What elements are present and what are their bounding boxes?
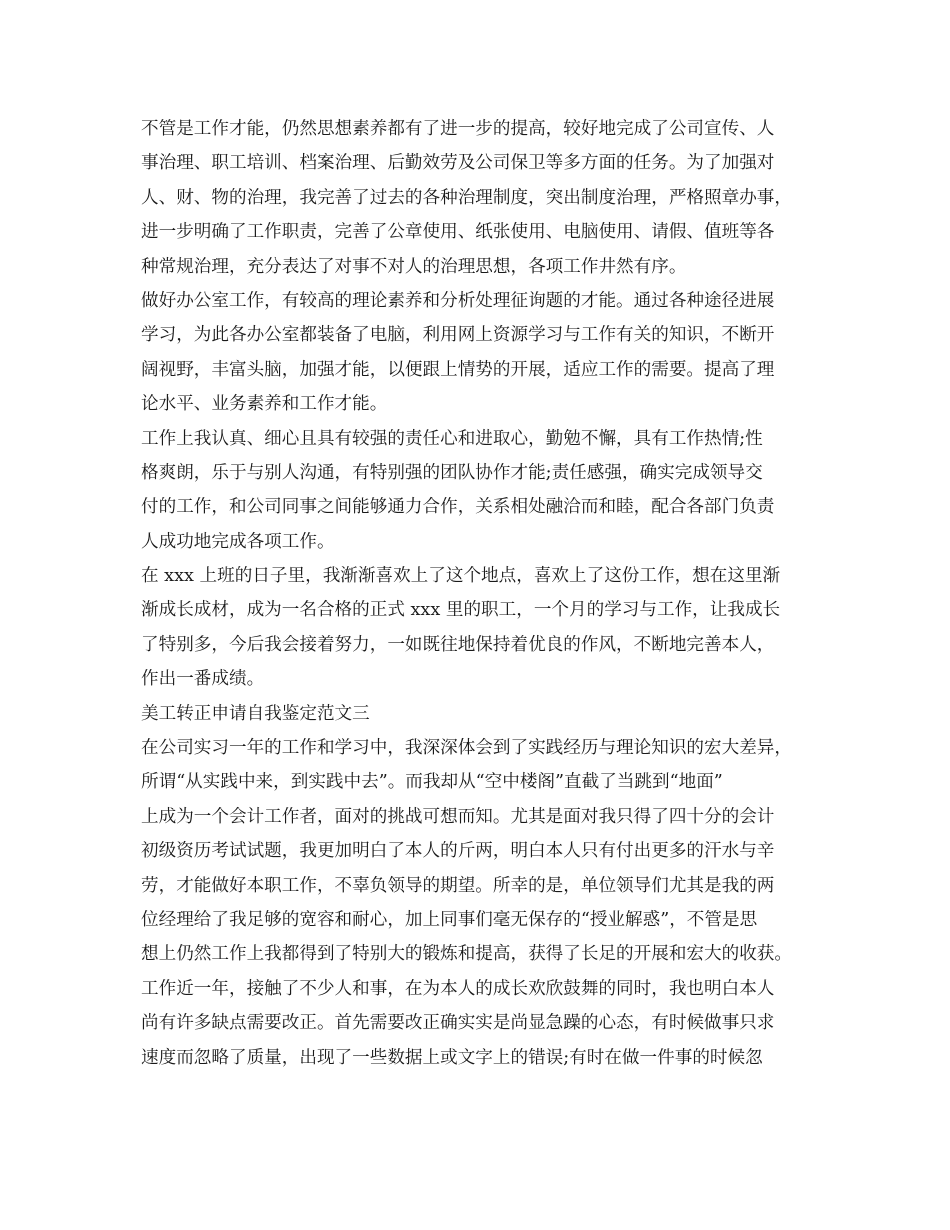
text-line: 做好办公室工作，有较高的理论素养和分析处理征询题的才能。通过各种途径进展: [141, 290, 775, 311]
text-line: 所谓“从实践中来，到实践中去”。而我却从“空中楼阁”直截了当跳到“地面”: [141, 772, 723, 793]
text-line: 不管是工作才能，仍然思想素养都有了进一步的提高，较好地完成了公司宣传、人: [141, 119, 775, 139]
text-line: 了特别多，今后我会接着努力，一如既往地保持着优良的作风，不断地完善本人，: [141, 634, 775, 655]
text-line: 进一步明确了工作职责，完善了公章使用、纸张使用、电脑使用、请假、值班等各: [141, 222, 775, 243]
text-line: 初级资历考试试题，我更加明白了本人的斤两，明白本人只有付出更多的汗水与辛: [141, 841, 775, 862]
text-line: 速度而忽略了质量，出现了一些数据上或文字上的错误;有时在做一件事的时候忽: [141, 1047, 763, 1068]
text-line: 事治理、职工培训、档案治理、后勤效劳及公司保卫等多方面的任务。为了加强对: [141, 153, 775, 174]
text-line: 工作近一年，接触了不少人和事，在为本人的成长欢欣鼓舞的同时，我也明白本人: [141, 978, 775, 999]
text-line: 阔视野，丰富头脑，加强才能，以便跟上情势的开展，适应工作的需要。提高了理: [141, 359, 775, 380]
text-line: 人成功地完成各项工作。: [141, 531, 335, 552]
text-line: 人、财、物的治理，我完善了过去的各种治理制度，突出制度治理，严格照章办事，: [141, 187, 792, 208]
text-line: 在公司实习一年的工作和学习中，我深深体会到了实践经历与理论知识的宏大差异，: [141, 738, 792, 759]
text-line: 想上仍然工作上我都得到了特别大的锻炼和提高，获得了长足的开展和宏大的收获。: [141, 944, 792, 965]
text-line: 论水平、业务素养和工作才能。: [141, 394, 388, 415]
text-line: 位经理给了我足够的宽容和耐心，加上同事们毫无保存的“授业解惑”，不管是思: [141, 909, 758, 930]
text-line: 付的工作，和公司同事之间能够通力合作，关系相处融洽而和睦，配合各部门负责: [141, 497, 775, 518]
text-line: 上成为一个会计工作者，面对的挑战可想而知。尤其是面对我只得了四十分的会计: [141, 806, 775, 827]
text-line: 种常规治理，充分表达了对事不对人的治理思想，各项工作井然有序。: [141, 256, 687, 277]
section-heading: 美工转正申请自我鉴定范文三: [141, 703, 370, 724]
text-line: 作出一番成绩。: [141, 669, 265, 690]
text-line: 工作上我认真、细心且具有较强的责任心和进取心，勤勉不懈，具有工作热情;性: [141, 428, 763, 449]
text-line: 学习，为此各办公室都装备了电脑，利用网上资源学习与工作有关的知识，不断开: [141, 325, 775, 346]
text-line: 尚有许多缺点需要改正。首先需要改正确实实是尚显急躁的心态，有时候做事只求: [141, 1013, 775, 1034]
text-line: 渐成长成材，成为一名合格的正式 xxx 里的职工，一个月的学习与工作，让我成长: [141, 600, 781, 621]
text-line: 劳，才能做好本职工作，不辜负领导的期望。所幸的是，单位领导们尤其是我的两: [141, 875, 775, 896]
text-line: 在 xxx 上班的日子里，我渐渐喜欢上了这个地点，喜欢上了这份工作，想在这里渐: [141, 566, 781, 587]
document-body: [141, 112, 831, 1075]
text-line: 格爽朗，乐于与别人沟通，有特别强的团队协作才能;责任感强，确实完成领导交: [141, 462, 763, 483]
